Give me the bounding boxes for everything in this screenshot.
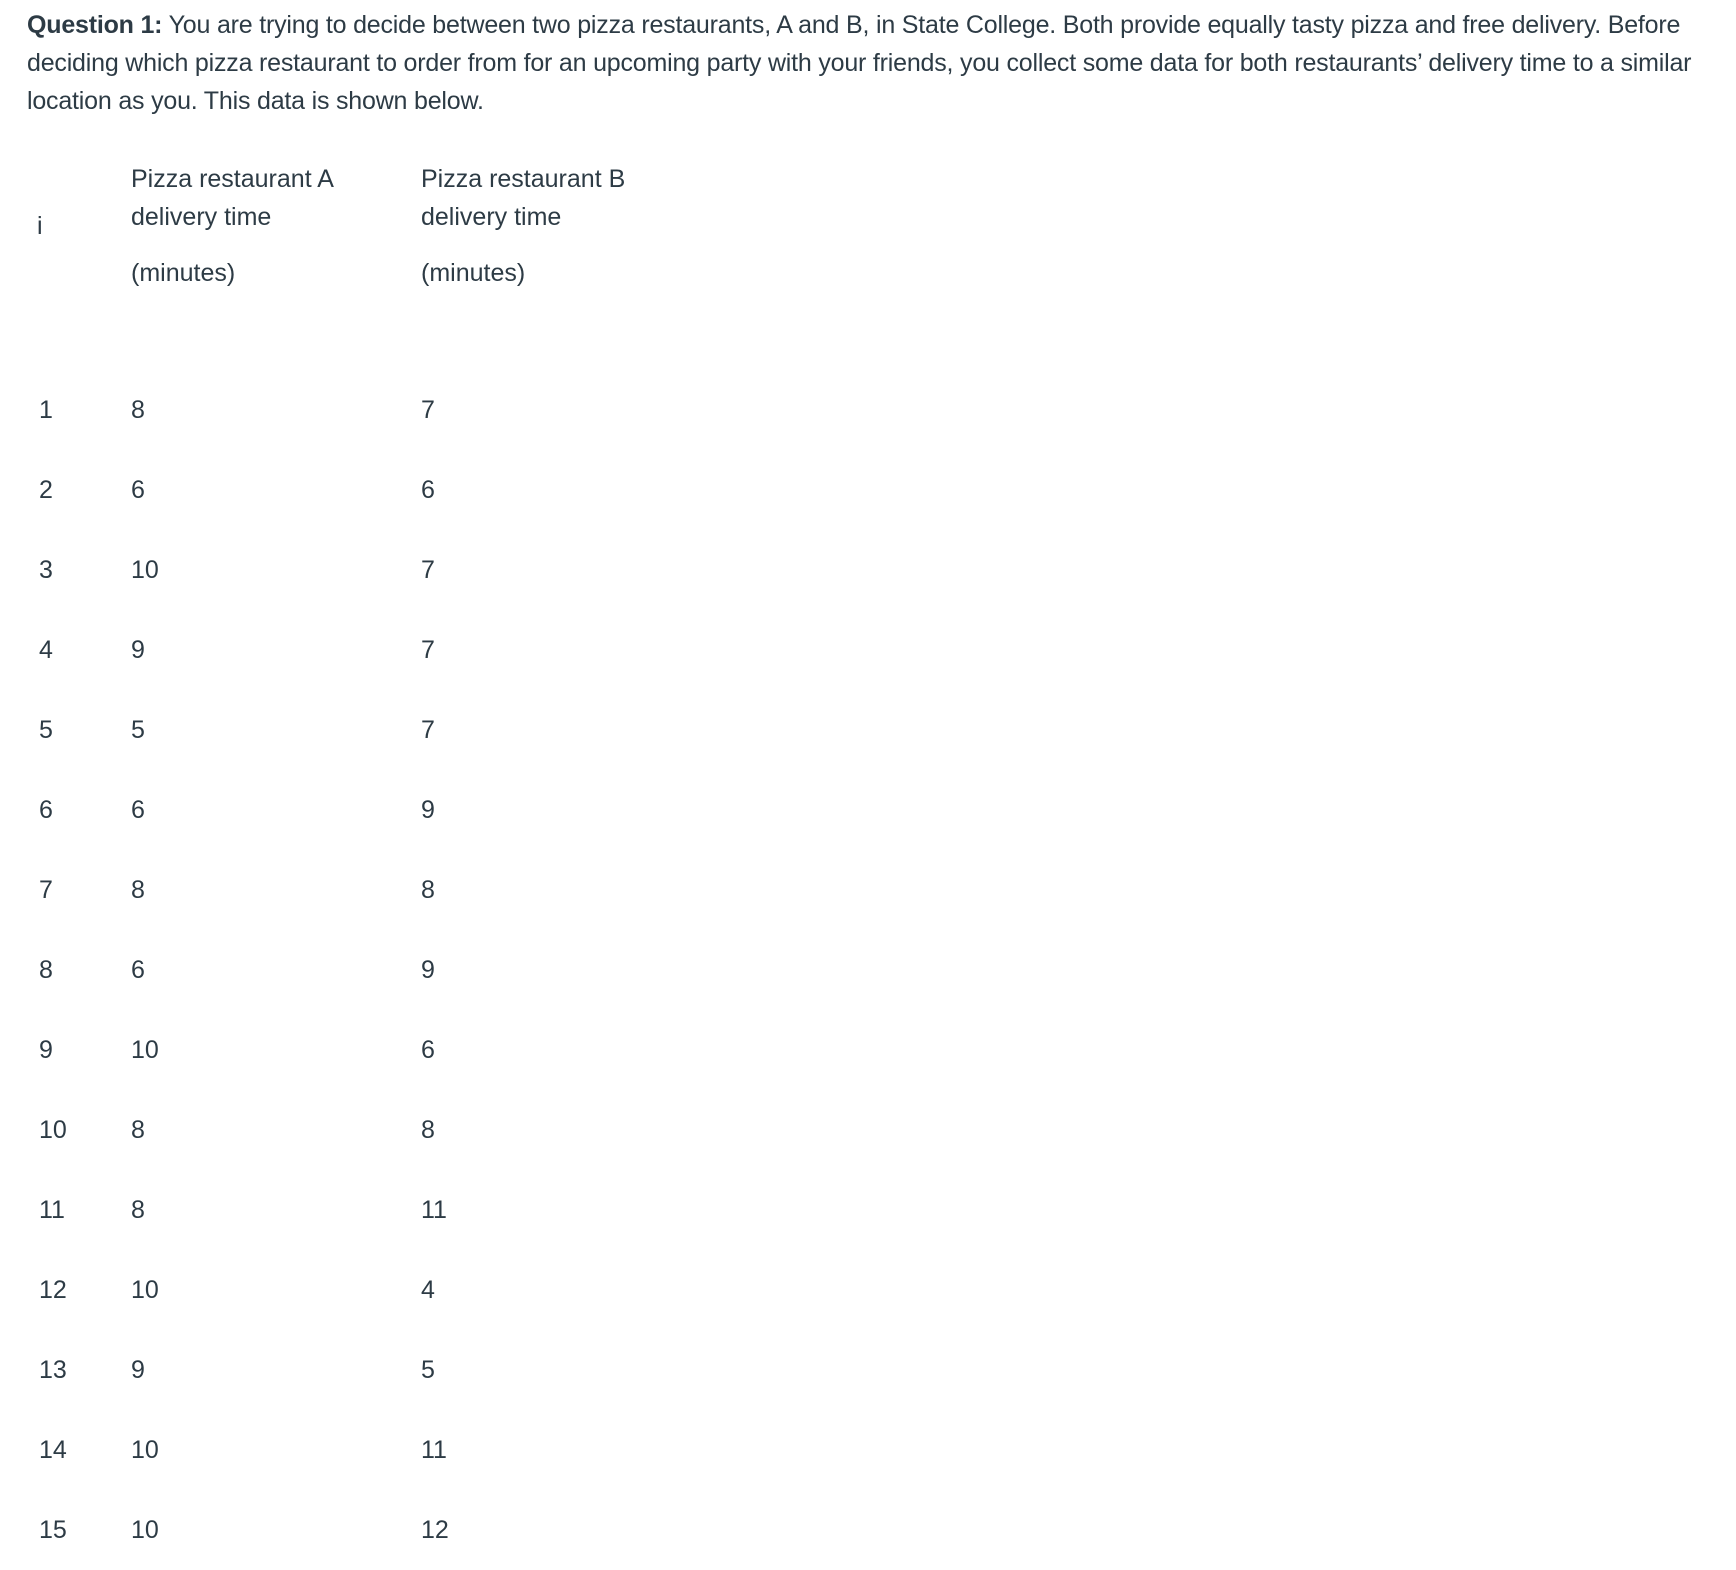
question-text	[27, 6, 1727, 120]
restaurant-b-time: 4	[421, 1276, 435, 1304]
restaurant-a-time: 6	[131, 796, 145, 824]
restaurant-a-time: 10	[131, 556, 159, 584]
row-index: 3	[39, 556, 53, 584]
header-a-units: (minutes)	[131, 259, 236, 287]
row-index: 6	[39, 796, 53, 824]
table-row	[27, 1090, 681, 1170]
row-index: 15	[39, 1516, 67, 1544]
header-b-units: (minutes)	[421, 259, 526, 287]
restaurant-b-time: 6	[421, 1036, 435, 1064]
table-row	[27, 450, 681, 530]
row-index: 7	[39, 876, 53, 904]
table-header	[27, 160, 681, 370]
table-row	[27, 370, 681, 450]
table-row	[27, 1490, 681, 1570]
row-index: 9	[39, 1036, 53, 1064]
restaurant-b-time: 8	[421, 876, 435, 904]
delivery-time-table	[27, 160, 681, 1570]
restaurant-a-time: 8	[131, 1116, 145, 1144]
header-row	[27, 160, 681, 370]
table-row	[27, 610, 681, 690]
table-row	[27, 1010, 681, 1090]
header-index-label: i	[37, 212, 43, 240]
row-index: 11	[39, 1196, 65, 1224]
row-index: 5	[39, 716, 53, 744]
restaurant-b-time: 7	[421, 556, 435, 584]
restaurant-b-time: 7	[421, 396, 435, 424]
row-index: 4	[39, 636, 53, 664]
header-restaurant-b	[421, 160, 681, 370]
row-index: 10	[39, 1116, 67, 1144]
table-row	[27, 1250, 681, 1330]
row-index: 14	[39, 1436, 67, 1464]
row-index: 12	[39, 1276, 67, 1304]
table-body	[27, 370, 681, 1570]
restaurant-b-time: 11	[421, 1436, 447, 1464]
restaurant-b-time: 8	[421, 1116, 435, 1144]
restaurant-a-time: 10	[131, 1436, 159, 1464]
row-index: 2	[39, 476, 53, 504]
restaurant-a-time: 9	[131, 636, 145, 664]
row-index: 1	[39, 396, 53, 424]
table-row	[27, 1410, 681, 1490]
header-a-line2: delivery time	[131, 203, 272, 231]
header-restaurant-a	[131, 160, 421, 370]
row-index: 13	[39, 1356, 67, 1384]
restaurant-a-time: 10	[131, 1036, 159, 1064]
table-row	[27, 690, 681, 770]
header-b-line1: Pizza restaurant B	[421, 165, 626, 193]
restaurant-a-time: 10	[131, 1276, 159, 1304]
delivery-time-table-container	[27, 160, 681, 1570]
restaurant-a-time: 6	[131, 956, 145, 984]
restaurant-a-time: 5	[131, 716, 145, 744]
restaurant-a-time: 10	[131, 1516, 159, 1544]
restaurant-a-time: 8	[131, 1196, 145, 1224]
table-row	[27, 850, 681, 930]
row-index: 8	[39, 956, 53, 984]
restaurant-b-time: 5	[421, 1356, 435, 1384]
header-index	[27, 160, 131, 370]
restaurant-a-time: 8	[131, 876, 145, 904]
restaurant-b-time: 7	[421, 716, 435, 744]
restaurant-b-time: 6	[421, 476, 435, 504]
question-body: You are trying to decide between two pizza restaurants, A and B, in State College. Both provide equally tasty pizza and free delivery. Before deciding which pizza restaurant to order from for an upcoming party with your friends, you collect some data for both restaurants’ delivery time to a similar location as you. This data is shown below.	[27, 11, 1692, 115]
question-label: Question 1:	[27, 11, 163, 39]
table-row	[27, 1330, 681, 1410]
restaurant-a-time: 8	[131, 396, 145, 424]
table-row	[27, 1170, 681, 1250]
header-b-line2: delivery time	[421, 203, 562, 231]
restaurant-a-time: 9	[131, 1356, 145, 1384]
restaurant-b-time: 9	[421, 796, 435, 824]
restaurant-a-time: 6	[131, 476, 145, 504]
restaurant-b-time: 7	[421, 636, 435, 664]
header-a-line1: Pizza restaurant A	[131, 165, 334, 193]
table-row	[27, 930, 681, 1010]
restaurant-b-time: 12	[421, 1516, 449, 1544]
table-row	[27, 770, 681, 850]
table-row	[27, 530, 681, 610]
restaurant-b-time: 9	[421, 956, 435, 984]
restaurant-b-time: 11	[421, 1196, 447, 1224]
